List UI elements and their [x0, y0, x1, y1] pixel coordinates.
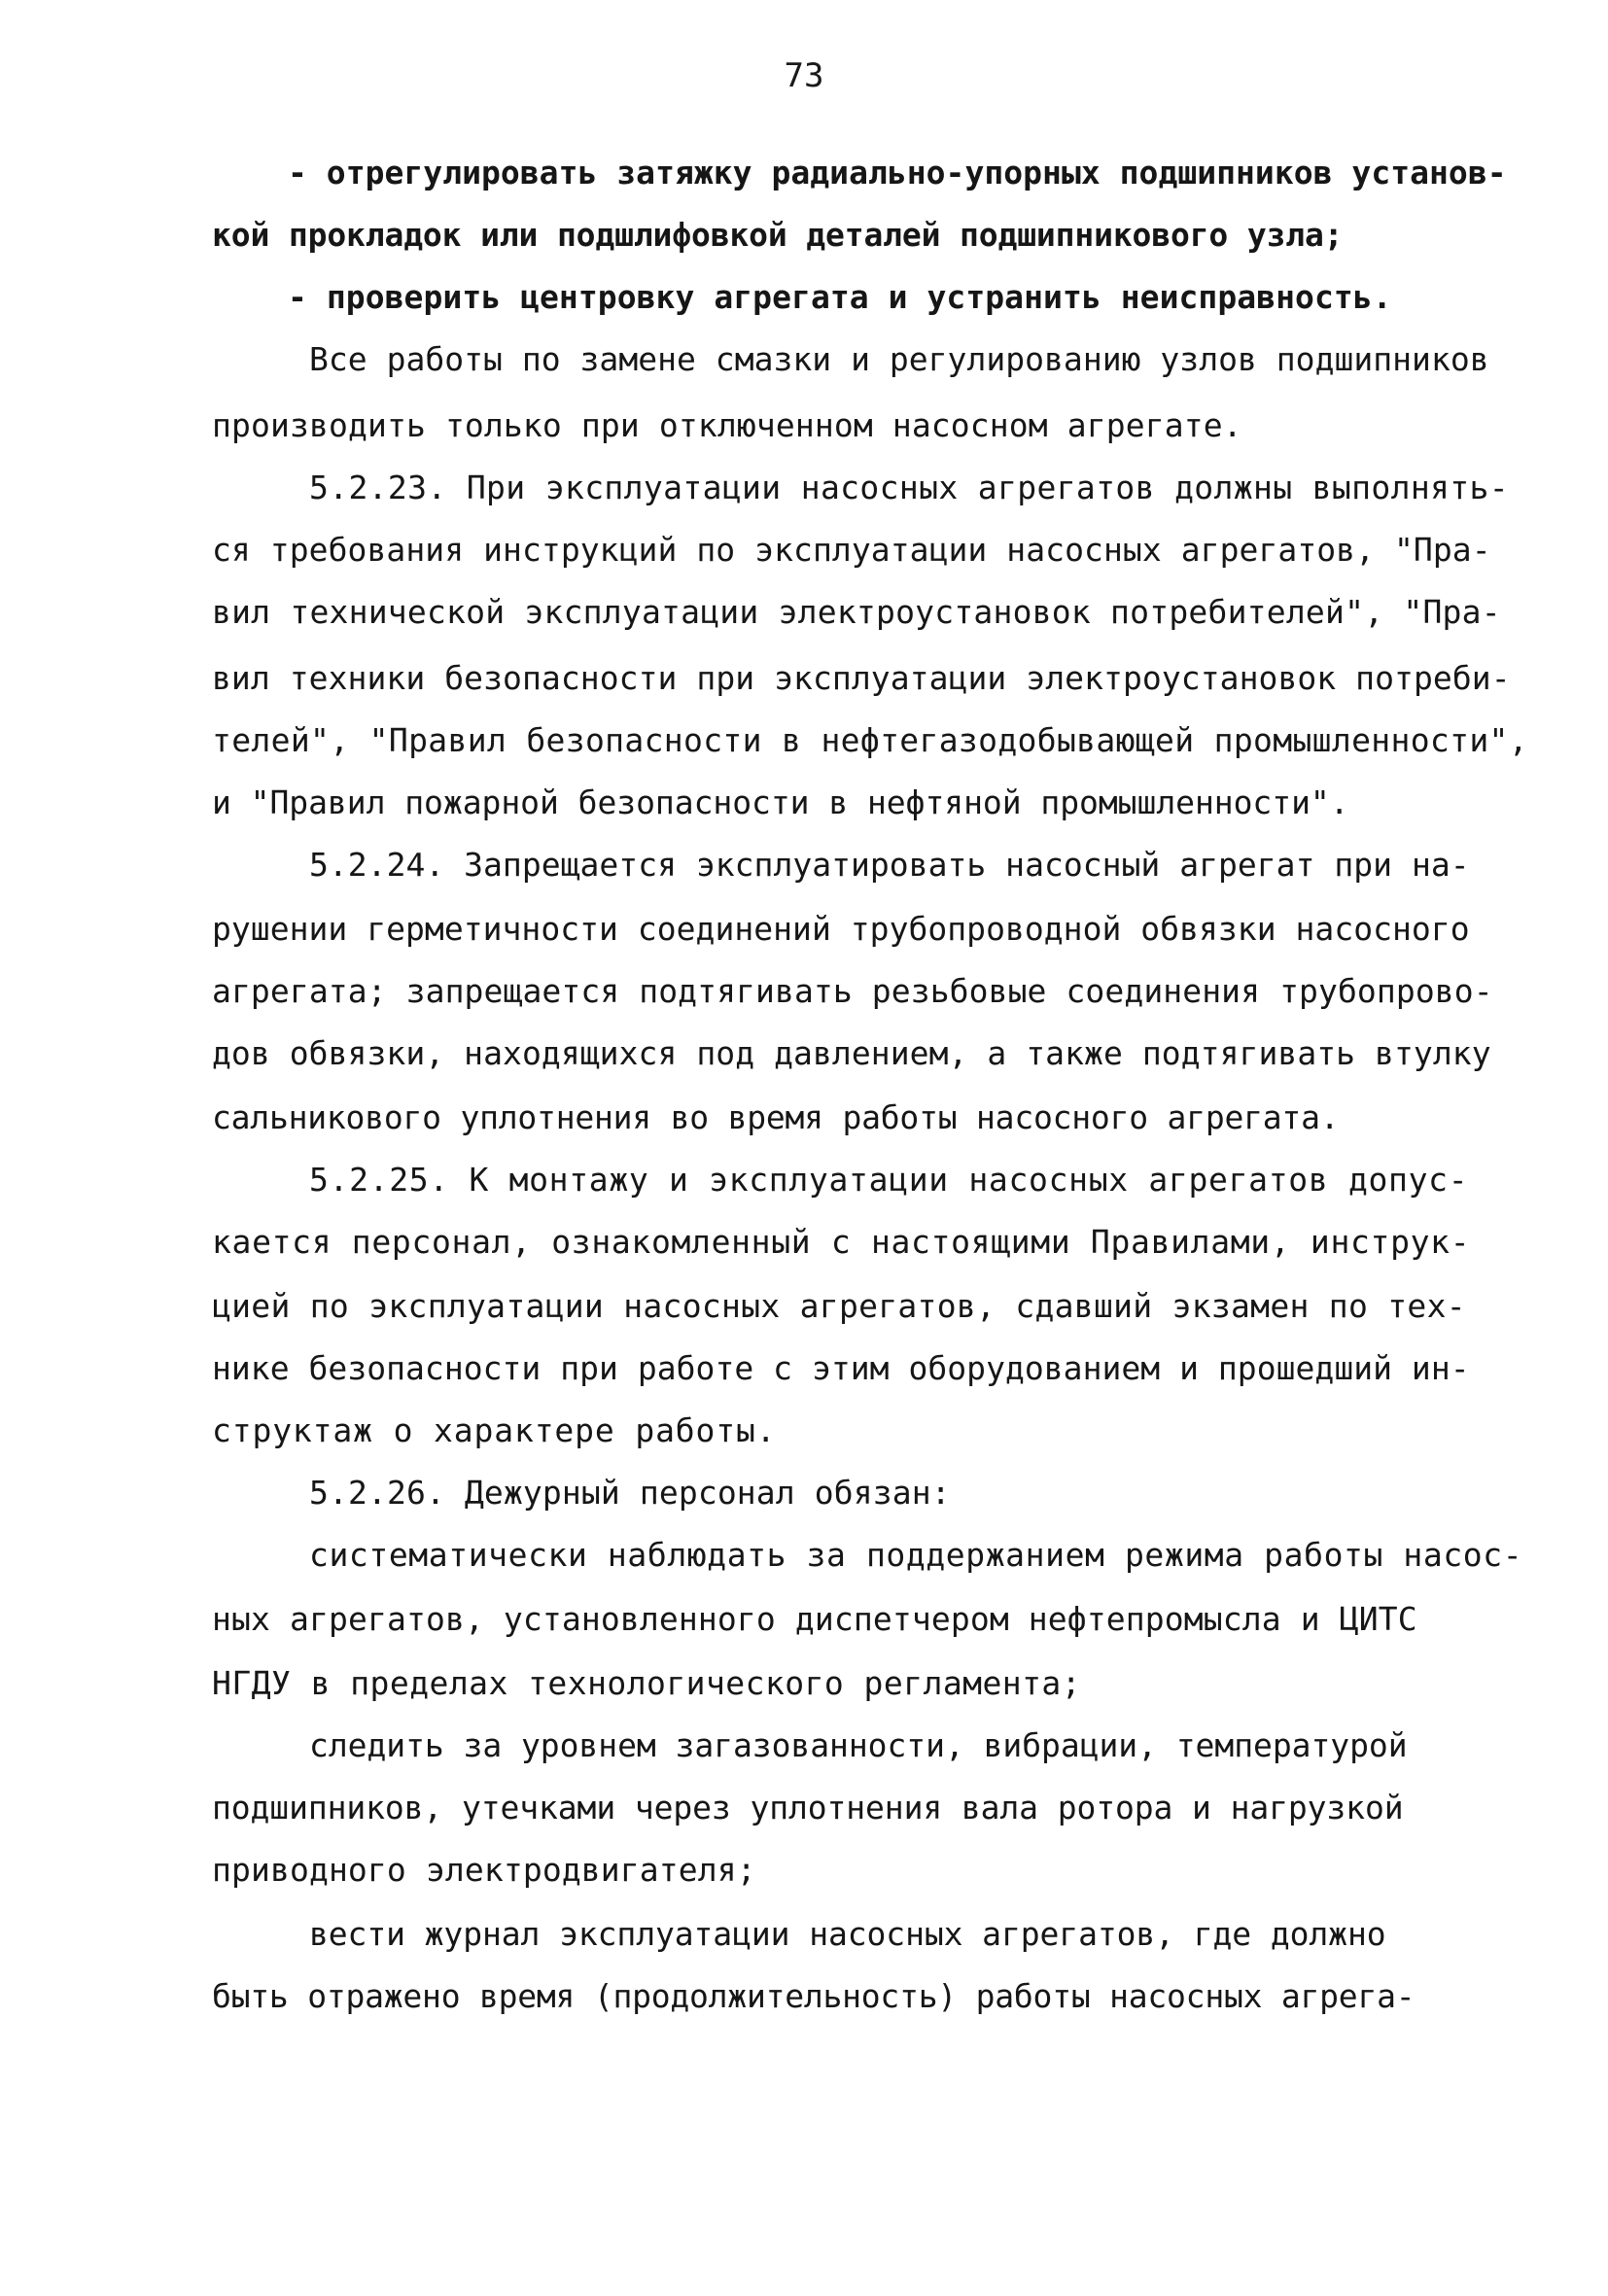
text-line: приводного электродвигателя;	[212, 1851, 756, 1889]
page-number: 73	[784, 56, 824, 95]
text-line: вести журнал эксплуатации насосных агрегатов, где должно	[309, 1915, 1386, 1953]
text-line: быть отражено время (продолжительность) работы насосных агрега-	[212, 1977, 1416, 2015]
text-line: - проверить центровку агрегата и устранить неисправность.	[288, 278, 1392, 316]
text-line: структаж о характере работы.	[212, 1411, 777, 1449]
text-line: систематически наблюдать за поддержанием режима работы насос-	[309, 1536, 1523, 1574]
text-line: рушении герметичности соединений трубопроводной обвязки насосного	[212, 910, 1470, 948]
text-line: производить только при отключенном насосном агрегате.	[212, 406, 1242, 444]
text-line: цией по эксплуатации насосных агрегатов, сдавший экзамен по тех-	[212, 1287, 1466, 1325]
text-line: 5.2.26. Дежурный персонал обязан:	[309, 1474, 951, 1512]
text-line: и "Правил пожарной безопасности в нефтяной промышленности".	[212, 783, 1349, 821]
text-line: агрегата; запрещается подтягивать резьбовые соединения трубопрово-	[212, 972, 1493, 1010]
text-line: 5.2.23. При эксплуатации насосных агрегатов должны выполнять-	[309, 469, 1509, 506]
text-line: 5.2.24. Запрещается эксплуатировать насосный агрегат при на-	[309, 846, 1470, 884]
text-line: ных агрегатов, установленного диспетчером нефтепромысла и ЦИТС	[212, 1600, 1417, 1638]
text-line: нике безопасности при работе с этим оборудованием и прошедший ин-	[212, 1349, 1470, 1387]
text-line: НГДУ в пределах технологического регламента;	[212, 1664, 1082, 1702]
text-line: сальникового уплотнения во время работы насосного агрегата.	[212, 1098, 1340, 1136]
text-line: кой прокладок или подшлифовкой деталей подшипникового узла;	[212, 216, 1344, 254]
text-line: ся требования инструкций по эксплуатации насосных агрегатов, "Пра-	[212, 531, 1491, 569]
text-line: подшипников, утечками через уплотнения вала ротора и нагрузкой	[212, 1789, 1404, 1826]
text-line: - отрегулировать затяжку радиально-упорных подшипников установ-	[288, 154, 1507, 191]
text-line: следить за уровнем загазованности, вибрации, температурой	[309, 1726, 1408, 1764]
text-line: Все работы по замене смазки и регулированию узлов подшипников	[309, 340, 1489, 378]
text-line: вил техники безопасности при эксплуатации электроустановок потреби-	[212, 659, 1511, 697]
text-line: телей", "Правил безопасности в нефтегазодобывающей промышленности",	[212, 721, 1528, 759]
text-line: дов обвязки, находящихся под давлением, а также подтягивать втулку	[212, 1034, 1491, 1072]
text-line: кается персонал, ознакомленный с настоящими Правилами, инструк-	[212, 1223, 1471, 1261]
text-line: 5.2.25. К монтажу и эксплуатации насосных агрегатов допус-	[309, 1161, 1469, 1199]
text-line: вил технической эксплуатации электроустановок потребителей", "Пра-	[212, 593, 1501, 631]
